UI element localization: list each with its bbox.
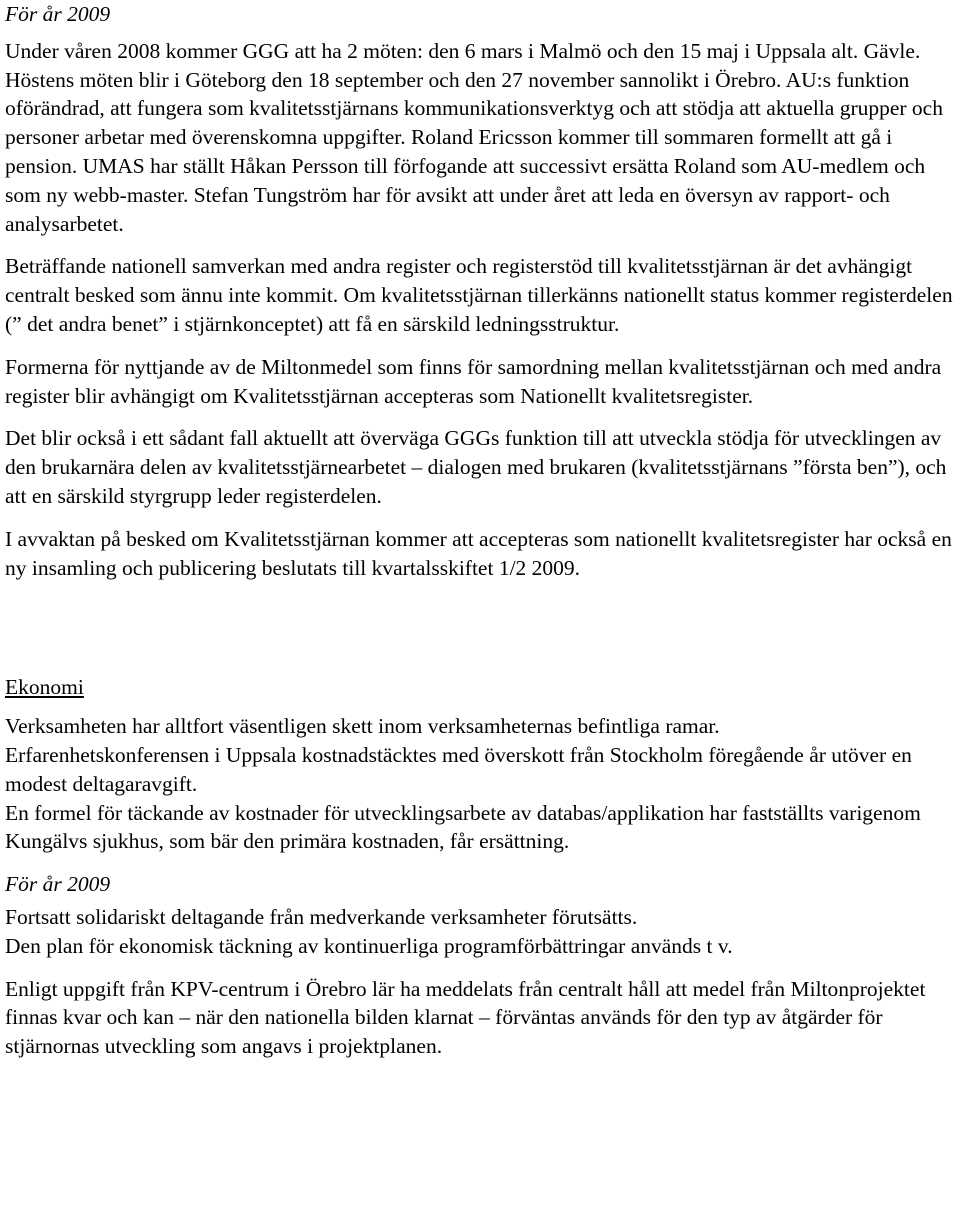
economy-line-solidarity: Fortsatt solidariskt deltagande från medverkande verksamheter förutsätts. <box>5 904 638 929</box>
document-page <box>5 0 957 1061</box>
section-heading-for-ar-2009: För år 2009 <box>5 2 111 26</box>
paragraph-meetings: Under våren 2008 kommer GGG att ha 2 möten: den 6 mars i Malmö och den 15 maj i Uppsala alt. Gävle. Höstens möten blir i Göteborg den 18 september och den 27 november sannolikt i Örebro. AU:s funktion oförändrad, att fungera som kvalitetsstjärnans kommunikationsverktyg och att stödja att aktuella grupper och personer arbetar med överenskomna uppgifter. Roland Ericsson kommer till sommaren formellt att gå i pension. UMAS har ställt Håkan Persson till förfogande att successivt ersätta Roland som AU-medlem och som ny webb-master. Stefan Tungström har för avsikt att under året att leda en översyn av rapport- och analysarbetet. <box>5 38 943 236</box>
ekonomi-line-cost-formula: En formel för täckande av kostnader för utvecklingsarbete av databas/applikation har fastställts varigenom Kungälvs sjukhus, som bär den primära kostnaden, får ersättning. <box>5 800 921 854</box>
paragraph-milton-funds: Formerna för nyttjande av de Miltonmedel som finns för samordning mellan kvalitetsstjärnan och med andra register blir avhängigt om Kvalitetsstjärnan accepteras som Nationellt kvalitetsregister. <box>5 354 942 408</box>
paragraph-new-collection: I avvaktan på besked om Kvalitetsstjärnan kommer att accepteras som nationellt kvalitetsregister har också en ny insamling och publicering beslutats till kvartalsskiftet 1/2 2009. <box>5 526 952 580</box>
economy-line-plan: Den plan för ekonomisk täckning av kontinuerliga programförbättringar används t v. <box>5 933 733 958</box>
ekonomi-line-conference: Erfarenhetskonferensen i Uppsala kostnadstäcktes med överskott från Stockholm föregående år utöver en modest deltagaravgift. <box>5 742 912 796</box>
section-heading-for-ar-2009-economy: För år 2009 <box>5 872 111 897</box>
paragraph-national-cooperation: Beträffande nationell samverkan med andra register och registerstöd till kvalitetsstjärnan är det avhängigt centralt besked som ännu inte kommit. Om kvalitetsstjärnan tillerkänns nationellt status kommer registerdelen (” det andra benet” i stjärnkonceptet) att få en särskild ledningsstruktur. <box>5 254 953 336</box>
paragraph-kpv-centrum: Enligt uppgift från KPV-centrum i Örebro lär ha meddelats från centralt håll att medel från Miltonprojektet finnas kvar och kan – när den nationella bilden klarnat – förväntas används för den typ av åtgärder för stjärnornas utveckling som angavs i projektplanen. <box>5 976 926 1059</box>
section-heading-ekonomi: Ekonomi <box>5 675 84 700</box>
ekonomi-line-frames: Verksamheten har alltfort väsentligen skett inom verksamheternas befintliga ramar. <box>5 714 720 739</box>
paragraph-ggg-function: Det blir också i ett sådant fall aktuellt att överväga GGGs funktion till att utveckla stödja för utvecklingen av den brukarnära delen av kvalitetsstjärnearbetet – dialogen med brukaren (kvalitetsstjärnans ”första ben”), och att en särskild styrgrupp leder registerdelen. <box>5 426 947 508</box>
